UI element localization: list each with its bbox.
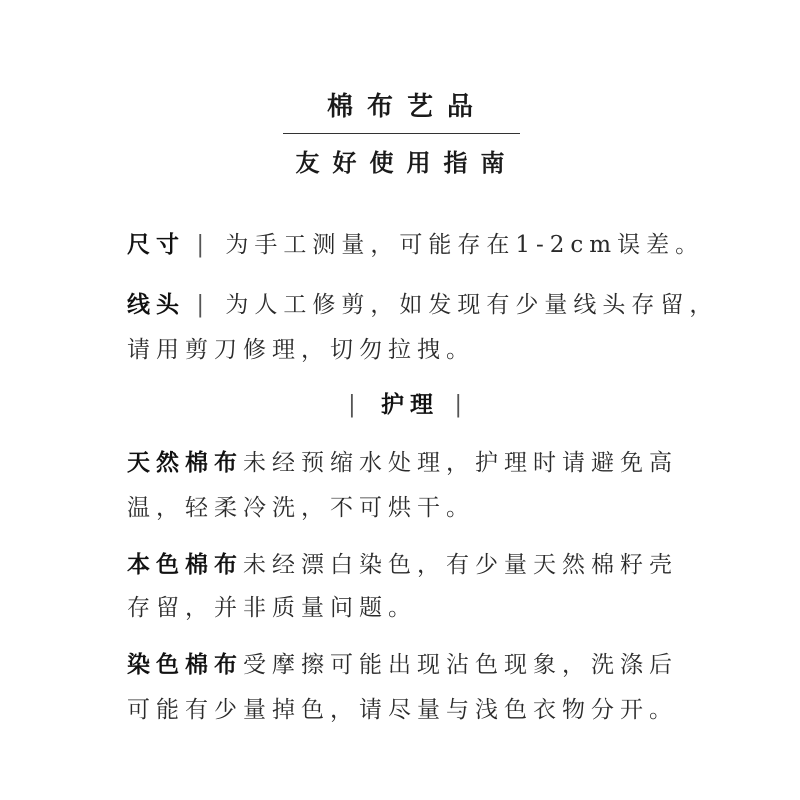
care-item-natural (127, 448, 678, 478)
note-size-text: 为手工测量，可能存在1-2cm误差。 (225, 232, 705, 258)
care-item-dyed (127, 650, 678, 680)
care-item-dyed-label: 染色棉布 (127, 651, 243, 678)
care-item-undyed (127, 550, 678, 580)
care-item-natural-text-line-2: 温，轻柔冷洗，不可烘干。 (127, 495, 475, 521)
care-item-dyed-text-line-2: 可能有少量掉色，请尽量与浅色衣物分开。 (127, 697, 678, 723)
care-item-natural-label: 天然棉布 (127, 449, 243, 476)
note-size-separator: | (196, 232, 211, 258)
care-item-undyed-text-line-2: 存留，并非质量问题。 (127, 595, 417, 621)
note-thread (127, 290, 718, 320)
care-item-natural-text-line-1: 未经预缩水处理，护理时请避免高 (243, 450, 678, 476)
note-size-label: 尺寸 (127, 231, 185, 258)
note-thread-separator: | (196, 292, 211, 318)
title-divider (283, 133, 520, 134)
care-item-undyed-text-line-1: 未经漂白染色，有少量天然棉籽壳 (243, 552, 678, 578)
note-thread-label: 线头 (127, 291, 185, 318)
care-item-undyed-label: 本色棉布 (127, 551, 243, 578)
note-thread-text-line-1: 为人工修剪，如发现有少量线头存留， (225, 292, 719, 318)
care-item-dyed-text-line-1: 受摩擦可能出现沾色现象，洗涤后 (243, 652, 678, 678)
care-heading-label: 护理 (381, 391, 439, 418)
care-heading (20, 390, 800, 420)
page-title: 棉布艺品 (326, 92, 487, 122)
page-subtitle: 友好使用指南 (295, 148, 518, 177)
note-size (127, 230, 704, 260)
note-thread-text-line-2: 请用剪刀修理，切勿拉拽。 (127, 337, 475, 363)
care-heading-bar-right: | (454, 392, 469, 418)
care-heading-bar-left: | (347, 392, 362, 418)
